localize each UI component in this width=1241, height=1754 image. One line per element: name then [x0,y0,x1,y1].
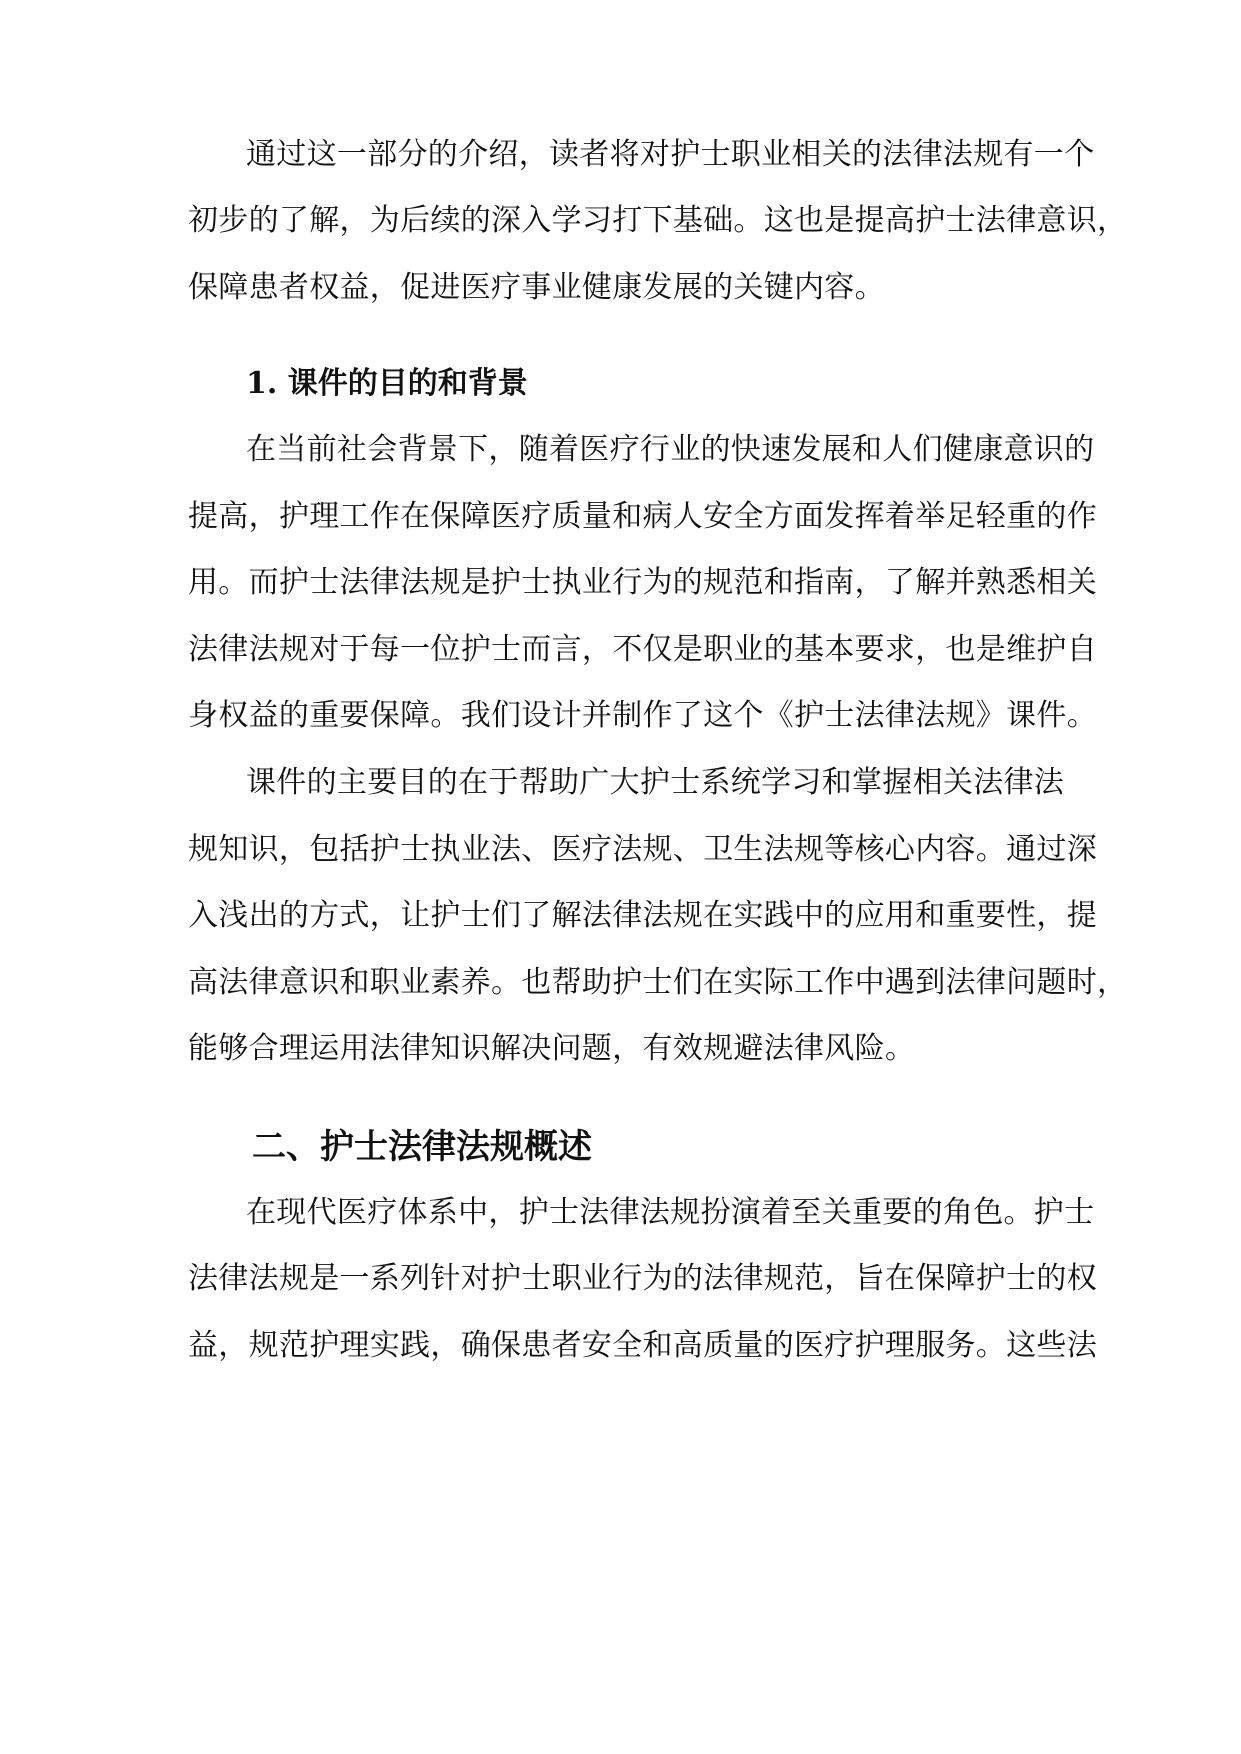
s1-p2-line-1: 课件的主要目的在于帮助广大护士系统学习和掌握相关法律法 [246,765,1065,800]
s1-p2-line-2: 规知识，包括护士执业法、医疗法规、卫生法规等核心内容。通过深 [188,832,1097,867]
section-1-heading: 1. 课件的目的和背景 [246,366,528,401]
s1-p2-line-5: 能够合理运用法律知识解决问题，有效规避法律风险。 [188,1031,916,1066]
s1-p1-line-4: 法律法规对于每一位护士而言，不仅是职业的基本要求，也是维护自 [188,632,1097,667]
intro-line-1: 通过这一部分的介绍，读者将对护士职业相关的法律法规有一个 [246,137,1095,172]
intro-line-2: 初步的了解，为后续的深入学习打下基础。这也是提高护士法律意识， [188,203,1128,238]
s1-p1-line-5: 身权益的重要保障。我们设计并制作了这个《护士法律法规》课件。 [188,698,1097,733]
s2-p1-line-2: 法律法规是一系列针对护士职业行为的法律规范，旨在保障护士的权 [188,1261,1097,1296]
s1-p2-line-4: 高法律意识和职业素养。也帮助护士们在实际工作中遇到法律问题时， [188,965,1128,1000]
s1-p2-line-3: 入浅出的方式，让护士们了解法律法规在实践中的应用和重要性，提 [188,898,1097,933]
s1-p1-line-2: 提高，护理工作在保障医疗质量和病人安全方面发挥着举足轻重的作 [188,499,1097,534]
s2-p1-line-3: 益，规范护理实践，确保患者安全和高质量的医疗护理服务。这些法 [188,1328,1097,1363]
intro-line-3: 保障患者权益，促进医疗事业健康发展的关键内容。 [188,270,885,305]
s1-p1-line-1: 在当前社会背景下，随着医疗行业的快速发展和人们健康意识的 [246,432,1095,467]
section-2-heading: 二、护士法律法规概述 [252,1127,592,1167]
s2-p1-line-1: 在现代医疗体系中，护士法律法规扮演着至关重要的角色。护士 [246,1195,1095,1230]
s1-p1-line-3: 用。而护士法律法规是护士执业行为的规范和指南，了解并熟悉相关 [188,565,1097,600]
